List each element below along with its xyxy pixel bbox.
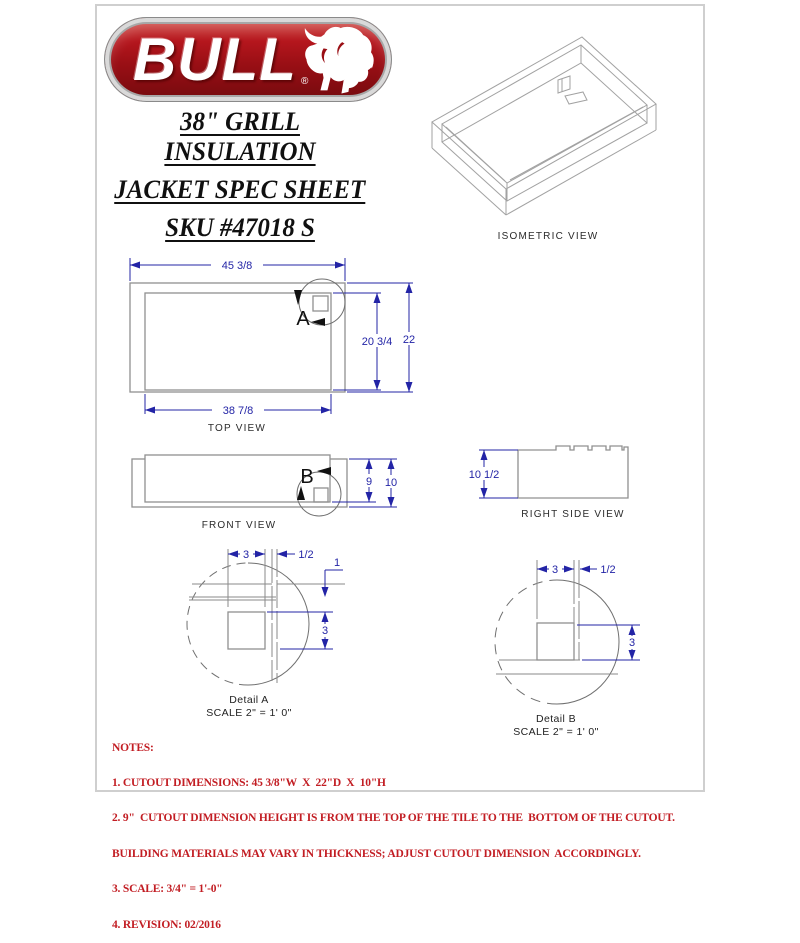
front-inner-height-dim: 9 xyxy=(365,476,373,488)
detail-b-title: Detail B xyxy=(536,713,576,725)
side-height-dim: 10 1/2 xyxy=(468,469,500,481)
top-outer-depth-dim: 22 xyxy=(402,334,416,346)
top-inner-depth-dim: 20 3/4 xyxy=(361,336,393,348)
detail-b-scale: SCALE 2" = 1' 0" xyxy=(513,726,599,738)
note-line-4: 3. SCALE: 3/4" = 1'-0" xyxy=(112,883,223,896)
detail-a-title: Detail A xyxy=(229,694,269,706)
detail-b-cutout-square xyxy=(537,623,574,660)
front-view xyxy=(132,455,401,531)
title-line-3: SKU #47018 S xyxy=(165,213,315,242)
note-line-3: BUILDING MATERIALS MAY VARY IN THICKNESS; ADJUST CUTOUT DIMENSION ACCORDINGLY. xyxy=(112,847,641,860)
detail-b-width-dim: 3 xyxy=(551,564,559,576)
detail-b-wall-dim: 1/2 xyxy=(600,564,616,576)
isometric-view xyxy=(432,37,656,242)
detail-a xyxy=(187,548,345,719)
iso-wall-tab xyxy=(558,76,570,93)
notes-heading: NOTES: xyxy=(112,741,154,754)
isometric-view-label: ISOMETRIC VIEW xyxy=(497,231,599,242)
detail-a-height-dim: 3 xyxy=(321,625,329,637)
detail-b-height-dim: 3 xyxy=(628,637,636,649)
iso-floor-cutout xyxy=(565,92,587,104)
detail-b-marker: B xyxy=(300,466,314,488)
detail-b xyxy=(495,560,640,738)
note-line-2: 2. 9" CUTOUT DIMENSION HEIGHT IS FROM THE TOP OF THE TILE TO THE BOTTOM OF THE CUTOUT. xyxy=(112,812,675,825)
top-view-label: TOP VIEW xyxy=(207,423,267,434)
detail-a-scale: SCALE 2" = 1' 0" xyxy=(206,707,292,719)
detail-a-marker: A xyxy=(296,308,310,330)
detail-a-wall-dim: 1/2 xyxy=(298,549,314,561)
title-line-1: 38" GRILL INSULATION xyxy=(164,107,316,166)
title-line-2: JACKET SPEC SHEET xyxy=(114,175,366,204)
detail-a-width-dim: 3 xyxy=(242,549,250,561)
front-view-label: FRONT VIEW xyxy=(201,520,277,531)
top-view xyxy=(130,258,421,434)
bull-logo-wordmark: BULL xyxy=(133,25,297,93)
right-side-view xyxy=(463,446,628,520)
registered-trademark-symbol: ® xyxy=(301,76,309,87)
notes-block xyxy=(112,719,675,943)
note-line-5: 4. REVISION: 02/2016 xyxy=(112,918,221,931)
note-line-1: 1. CUTOUT DIMENSIONS: 45 3/8"W X 22"D X 10"H xyxy=(112,776,386,789)
front-outer-height-dim: 10 xyxy=(384,477,398,489)
top-outer-width-dim: 45 3/8 xyxy=(221,260,253,272)
detail-a-lip-dim: 1 xyxy=(333,557,341,569)
right-side-view-label: RIGHT SIDE VIEW xyxy=(521,509,625,520)
top-inner-width-dim: 38 7/8 xyxy=(222,405,254,417)
detail-a-cutout-square xyxy=(228,612,265,649)
